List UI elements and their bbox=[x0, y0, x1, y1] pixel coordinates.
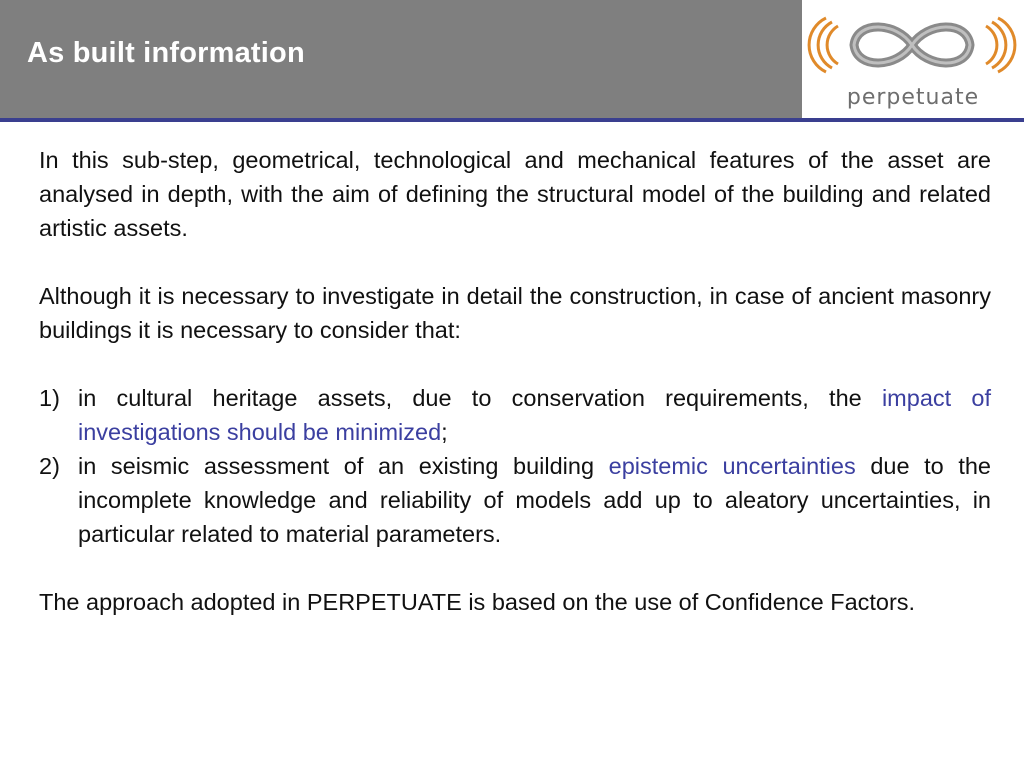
svg-text:perpetuate: perpetuate bbox=[846, 85, 980, 110]
list-item bbox=[39, 381, 991, 449]
paragraph-approach: The approach adopted in PERPETUATE is based on the use of Confidence Factors. bbox=[39, 589, 916, 615]
perpetuate-logo bbox=[802, 0, 1024, 118]
highlight-text: epistemic uncertainties bbox=[608, 453, 856, 479]
list-text-after: due to the incomplete knowledge and reliability of models add up to aleatory uncertainties, in particular related to material parameters. bbox=[78, 453, 991, 547]
list-text bbox=[78, 381, 991, 449]
list-item bbox=[39, 449, 991, 551]
list-text bbox=[78, 449, 991, 551]
slide-body bbox=[39, 143, 991, 619]
highlight-text: impact of investigations should be minimized bbox=[78, 385, 992, 445]
infinity-logo-icon bbox=[802, 0, 1024, 118]
slide-title: As built information bbox=[27, 37, 305, 69]
list-number: 1) bbox=[39, 385, 60, 411]
list-text-before: in seismic assessment of an existing building bbox=[78, 453, 609, 479]
paragraph-intro: In this sub-step, geometrical, technological and mechanical features of the asset are analysed in depth, with the aim of defining the structural model of the building and related artistic assets. bbox=[39, 147, 991, 241]
header-divider bbox=[0, 118, 1024, 122]
list-text-after: ; bbox=[441, 419, 448, 445]
list-number: 2) bbox=[39, 453, 60, 479]
header-band bbox=[0, 0, 802, 118]
list-text-before: in cultural heritage assets, due to conservation requirements, the bbox=[78, 385, 882, 411]
paragraph-masonry: Although it is necessary to investigate in detail the construction, in case of ancient masonry buildings it is necessary to consider that: bbox=[39, 283, 991, 343]
